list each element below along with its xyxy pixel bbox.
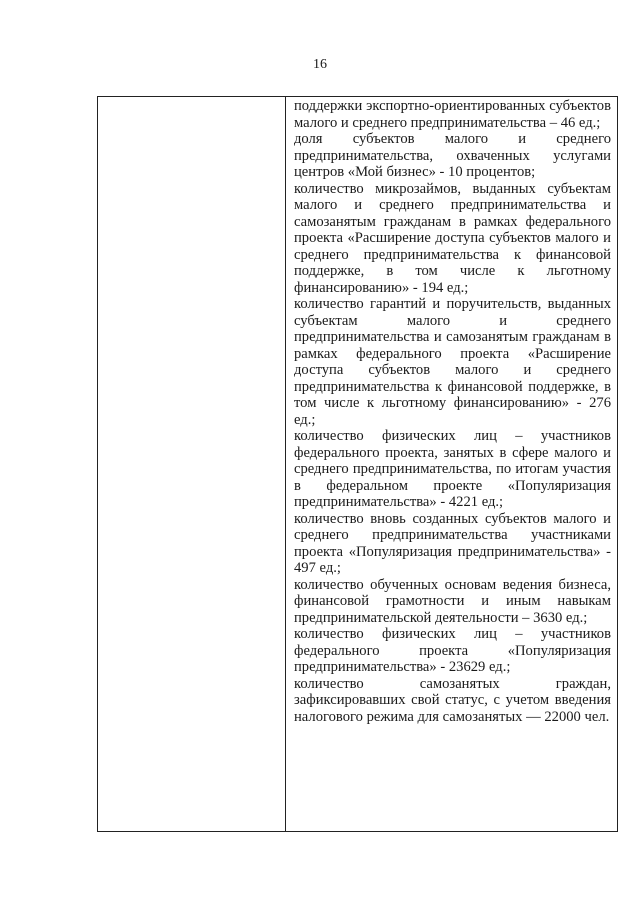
- page-number: 16: [313, 57, 327, 72]
- indicator-item: количество физических лиц – участников федерального проекта «Популяризация предпринимательства» - 23629 ед.;: [294, 626, 611, 675]
- left-cell-text: [98, 97, 285, 98]
- indicator-item: поддержки экспортно-ориентированных субъектов малого и среднего предпринимательства – 46 ед.;: [294, 98, 611, 131]
- indicator-item: количество обученных основам ведения бизнеса, финансовой грамотности и иным навыкам предпринимательской деятельности – 3630 ед.;: [294, 576, 611, 626]
- left-cell: [98, 97, 286, 832]
- indicator-item: количество физических лиц – участников федерального проекта, занятых в сфере малого и среднего предпринимательства, по итогам участия в федеральном проекте «Популяризация предпринимательства» - 4221 ед.;: [294, 428, 611, 510]
- content-table: [97, 96, 618, 832]
- indicator-item: количество микрозаймов, выданных субъектам малого и среднего предпринимательства и самозанятым гражданам в рамках федерального проекта «Расширение доступа субъектов малого и среднего предпринимательства к финансовой поддержке, в том числе к льготному финансированию» - 194 ед.;: [294, 180, 611, 296]
- indicator-item: доля субъектов малого и среднего предпринимательства, охваченных услугами центров «Мой бизнес» - 10 процентов;: [294, 131, 611, 180]
- table-row: [98, 97, 618, 832]
- indicator-item: количество гарантий и поручительств, выданных субъектам малого и среднего предпринимательства и самозанятым гражданам в рамках федерального проекта «Расширение доступа субъектов малого и среднего предпринимательства к финансовой поддержке, в том числе к льготному финансированию» - 276 ед.;: [294, 296, 611, 428]
- right-cell: [286, 97, 618, 832]
- indicators-list: [286, 97, 617, 725]
- indicator-item: количество самозанятых граждан, зафиксировавших свой статус, с учетом введения налогового режима для самозанятых — 22000 чел.: [294, 675, 611, 725]
- indicator-item: количество вновь созданных субъектов малого и среднего предпринимательства участниками проекта «Популяризация предпринимательства» - 497 ед.;: [294, 510, 611, 576]
